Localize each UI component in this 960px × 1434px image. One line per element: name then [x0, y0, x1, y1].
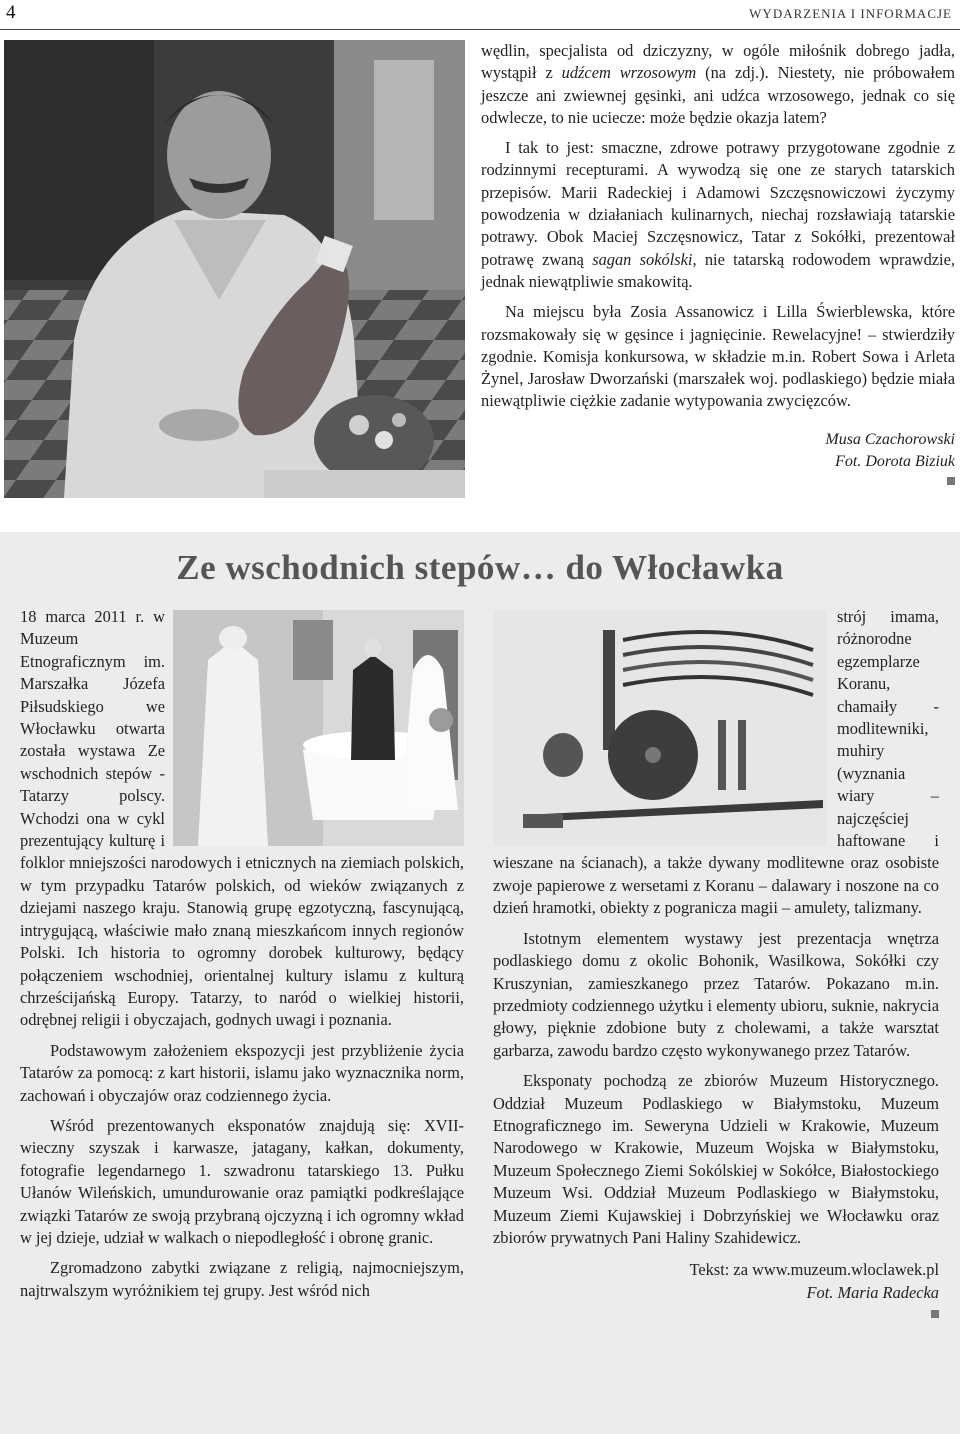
photo-exhibition-mannequins: [173, 610, 464, 846]
paragraph: Podstawowym założeniem ekspozycji jest przybliżenie życia Tatarów za pomocą: z kart historii, islamu jako wyznacznika norm, zachowań i obyczajów oraz codziennego życia.: [20, 1040, 464, 1105]
paragraph: Wśród prezentowanych eksponatów znajdują się: XVII-wieczny szyszak i karwasze, jatagany, kałkan, dokumenty, fotografie legendarnego 1. szwadronu tatarskiego 13. Pułku Ułanów Wileńskich, umundurowanie oraz pamiątki podkreślające związki Tatarów ze swoją przybraną ojczyzną i ich ogromny wkład w jej dzieje, udział w walkach o niepodległość i obronę granic.: [20, 1115, 464, 1247]
paragraph: I tak to jest: smaczne, zdrowe potrawy przygotowane zgodnie z rodzinnymi recepturami. A wywodzą się one ze starych tatarskich przepisów. Marii Radeckiej i Adamowi Szczęsnowiczowi życzymy powodzenia w działaniach kulinarnych, niechaj rozsławiają tatarskie potrawy. Obok Maciej Szczęsnowicz, Tatar z Sokółki, prezentował potrawę zwaną sagan sokólski, nie tatarską rodowodem wprawdzie, jednak niewątpliwie smakowitą.: [481, 138, 955, 291]
article-title: Ze wschodnich stepów… do Włocławka: [176, 548, 784, 587]
end-mark-2: [931, 1310, 939, 1318]
photo-credit: Fot. Dorota Biziuk: [835, 452, 955, 470]
photo-man-with-venison: [4, 40, 465, 498]
paragraph: strój imama, różnorodne egzemplarze Koranu, chamaiły - modlitewniki, muhiry (wyznania wiary – najczęściej haftowane i wieszane na ścianach), a także dywany modlitewne oraz osobiste zwoje papierowe z wersetami z Koranu – dalawary i noszone na co dzień hramotki, obiekty z pogranicza magii – amulety, talizmany.: [493, 607, 939, 918]
page-number: 4: [6, 2, 16, 23]
paragraph: Zgromadzono zabytki związane z religią, najmocniejszym, najtrwalszym wyróżnikiem tej grupy. Jest wśród nich: [20, 1258, 464, 1300]
photo-weapons-display: [493, 610, 827, 846]
author-signature: Musa Czachorowski: [825, 430, 955, 448]
right-column: [493, 606, 939, 1318]
paragraph: Eksponaty pochodzą ze zbiorów Muzeum Historycznego. Oddział Muzeum Podlaskiego w Białymstoku, Muzeum Etnograficznego im. Seweryna Udzieli w Krakowie, Muzeum Narodowego w Krakowie, Muzeum Wojska w Białymstoku, Muzeum Społecznego Ziemi Sokólskiej w Sokółce, Białostockiego Muzeum Wsi. Oddział Muzeum Podlaskiego w Białymstoku, Muzeum Ziemi Kujawskiej i Dobrzyńskiej we Włocławku oraz zbiorów prywatnych Pani Haliny Szahidewicz.: [493, 1071, 939, 1247]
paragraph: wędlin, specjalista od dziczyzny, w ogóle miłośnik dobrego jadła, wystąpił z udźcem wrzosowym (na zdj.). Niestety, nie próbowałem jeszcze ani zwiewnej gęsinki, ani udźca wrzosowego, jednak co się odwlecze, to nie uciecze: może będzie okazja latem?: [481, 41, 956, 127]
left-column: [20, 606, 464, 1302]
photo-credit-2: Fot. Maria Radecka: [806, 1282, 939, 1302]
top-article-text: [481, 40, 955, 485]
paragraph: Na miejscu była Zosia Assanowicz i Lilla Świerblewska, które rozsmakowały się w gęsince i jagnięcinie. Rewelacyjne! – stwierdziły zgodnie. Komisja konkursowa, w składzie m.in. Robert Sowa i Arleta Żynel, Jarosław Dworzański (marszałek woj. podlaskiego) będzie miała niewątpliwie ciężkie zadanie wytypowania zwycięzców.: [481, 302, 955, 411]
end-mark: [947, 477, 955, 485]
source-credit: Tekst: za www.muzeum.wloclawek.pl: [689, 1260, 939, 1280]
section-title: WYDARZENIA I INFORMACJE: [749, 6, 952, 21]
header-rule: [0, 29, 960, 30]
paragraph: Istotnym elementem wystawy jest prezentacja wnętrza podlaskiego domu z okolic Bohonik, Wasilkowa, Sokółki czy Kruszynian, zamieszkanego przez Tatarów. Pokazano m.in. przedmioty codziennego użytku i elementy ubioru, suknie, nakrycia głowy, pięknie zdobione buty z cholewami, a także warsztat garbarza, zawodu bardzo często wykonywanego przez Tatarów.: [493, 928, 939, 1060]
paragraph: 18 marca 2011 r. w Muzeum Etnograficznym im. Marszałka Józefa Piłsudskiego we Włocławku otwarta została wystawa Ze wschodnich stepów - Tatarzy polscy. Wchodzi ona w cykl prezentujący kulturę i folklor mniejszości narodowych i etnicznych na ziemiach polskich, w tym przypadku Tatarów polskich, od wieków związanych z dziejami naszego kraju. Stanowią grupę egzotyczną, fascynującą, intrygującą, właściwie mało znaną mieszkańcom innych regionów Polski. Ich historia to ogromny dorobek kulturowy, będący połączeniem wschodniej, orientalnej kultury islamu z kulturą chrześcijańską Europy. Tatarzy, to naród o wielkiej historii, odrębnej religii i obyczajach, godnych uwagi i poznania.: [20, 607, 464, 1030]
